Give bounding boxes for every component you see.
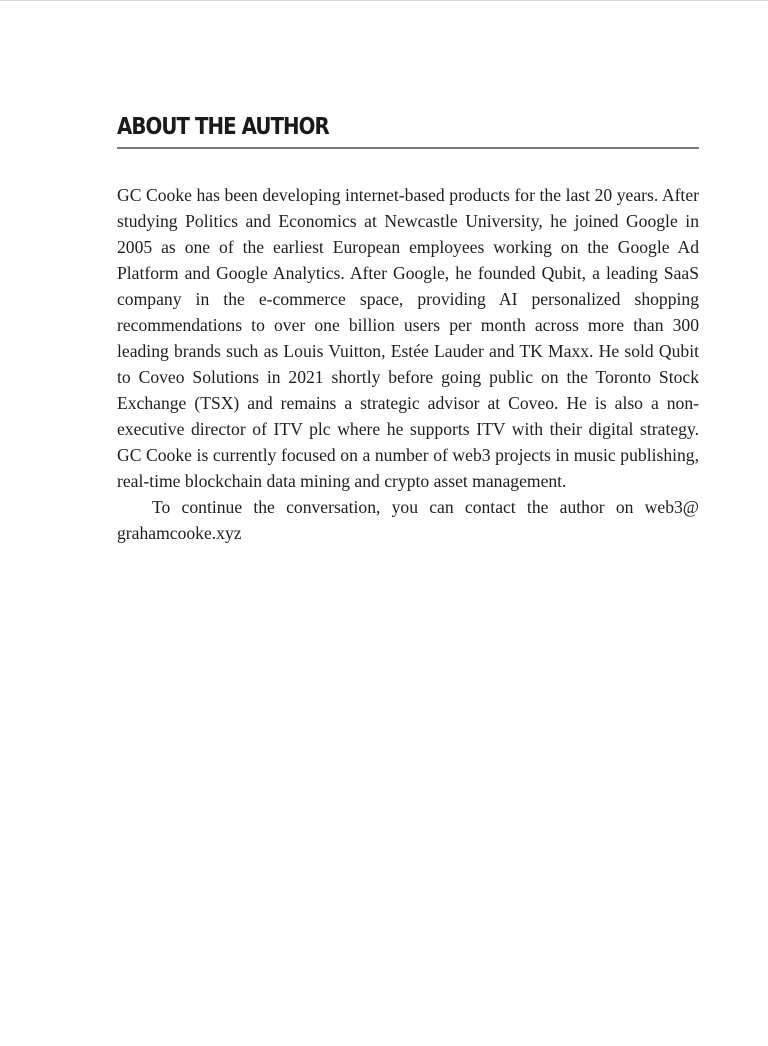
heading-underline	[117, 147, 699, 149]
section-heading: ABOUT THE AUTHOR	[117, 114, 329, 140]
contact-paragraph: To continue the conversation, you can contact the author on web3@ grahamcooke.xyz	[117, 497, 699, 543]
page-top-edge	[0, 0, 768, 1]
bio-paragraph: GC Cooke has been developing internet-based products for the last 20 years. After studying Politics and Economics at Newcastle University, he joined Google in 2005 as one of the earliest European employees working on the Google Ad Platform and Google Analytics. After Google, he founded Qubit, a leading SaaS company in the e-commerce space, providing AI personalized shopping recommendations to over one billion users per month across more than 300 leading brands such as Louis Vuitton, Estée Lauder and TK Maxx. He sold Qubit to Coveo Solutions in 2021 shortly before going public on the Toronto Stock Exchange (TSX) and remains a strategic advisor at Coveo. He is also a non-executive director of ITV plc where he supports ITV with their digital strategy. GC Cooke is currently focused on a number of web3 projects in music publishing, real-time blockchain data mining and crypto asset management.	[117, 185, 699, 491]
body-text	[117, 182, 699, 546]
about-author-section	[117, 112, 699, 546]
